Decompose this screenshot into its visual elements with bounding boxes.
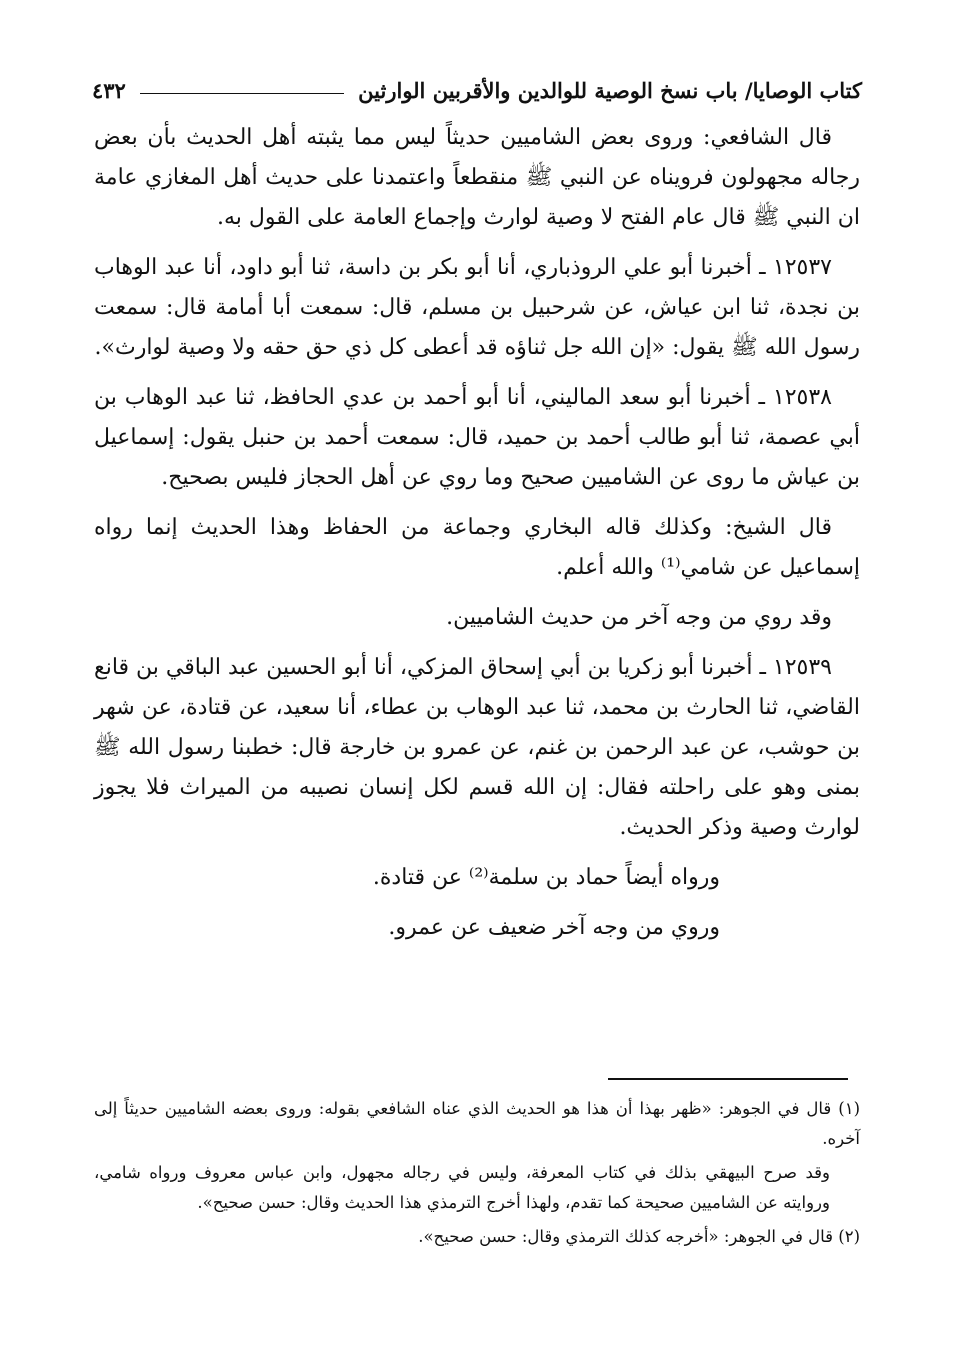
footnote-1-continued: وقد صرح البيهقي بذلك في كتاب المعرفة، وليس في رجاله مجهول، وابن عباس معروف ورواه شامي، وروايته عن الشاميين صحيحة كما تقدم، ولهذا أخرج الترمذي هذا الحديث وقال: حسن صحيح». [94,1163,830,1212]
paragraph-sheikh: قال الشيخ: وكذلك قاله البخاري وجماعة من الحفاظ وهذا الحديث إنما رواه إسماعيل عن شامي⁽¹⁾ والله أعلم. [94,515,860,580]
footnote-1: (١) قال في الجوهر: «ظهر بهذا أن هذا هو الحديث الذي عناه الشافعي بقوله: وروى بعضه الشاميين حديثاً إلى آخره. [94,1099,860,1148]
paragraph-other-route: وقد روي من وجه آخر من حديث الشاميين. [446,605,832,630]
page-number: ٤٣٢ [92,77,126,103]
header-rule [140,93,344,94]
hadith-12538: ١٢٥٣٨ ـ أخبرنا أبو سعد الماليني، أنا أبو أحمد بن عدي الحافظ، ثنا عبد الوهاب بن أبي عصمة، ثنا أبو طالب أحمد بن حميد، قال: سمعت أحمد بن حنبل يقول: إسماعيل بن عياش ما روى عن الشاميين صحيح وما روي عن أهل الحجاز فليس بصحيح. [94,385,860,490]
chapter-title: كتاب الوصايا/ باب نسخ الوصية للوالدين والأقربين الوارثين [358,77,862,103]
footnotes [94,1094,860,1256]
running-header [92,68,862,112]
main-text [94,118,860,958]
paragraph-shafii: قال الشافعي: وروى بعض الشاميين حديثاً ليس مما يثبته أهل الحديث بأن بعض رجاله مجهولون فرويناه عن النبي ﷺ منقطعاً واعتمدنا على حديث أهل المغازي عامة ان النبي ﷺ قال عام الفتح لا وصية لوارث وإجماع العامة على القول به. [94,125,860,230]
hadith-12539: ١٢٥٣٩ ـ أخبرنا أبو زكريا بن أبي إسحاق المزكي، أنا أبو الحسين عبد الباقي بن قانع القاضي، ثنا الحارث بن محمد، ثنا عبد الوهاب بن عطاء، أنا سعيد، عن قتادة، عن شهر بن حوشب، عن عبد الرحمن بن غنم، عن عمرو بن خارجة قال: خطبنا رسول الله ﷺ بمنى وهو على راحلته فقال: إن الله قسم لكل إنسان نصيبه من الميراث فلا يجوز لوارث وصية وذكر الحديث. [94,655,860,840]
paragraph-hammad: ورواه أيضاً حماد بن سلمة⁽²⁾ عن قتادة. [372,865,720,890]
footnote-2: (٢) قال في الجوهر: «أخرجه كذلك الترمذي وقال: حسن صحيح». [418,1227,860,1246]
hadith-12537: ١٢٥٣٧ ـ أخبرنا أبو علي الروذباري، أنا أبو بكر بن داسة، ثنا أبو داود، أنا عبد الوهاب بن نجدة، ثنا ابن عياش، عن شرحبيل بن مسلم، قال: سمعت أبا أمامة قال: سمعت رسول الله ﷺ يقول: «إن الله جل ثناؤه قد أعطى كل ذي حق حقه ولا وصية لوارث». [94,255,860,360]
footnote-separator [608,1078,848,1080]
paragraph-weak-route: وروي من وجه آخر ضعيف عن عمرو. [388,915,720,940]
